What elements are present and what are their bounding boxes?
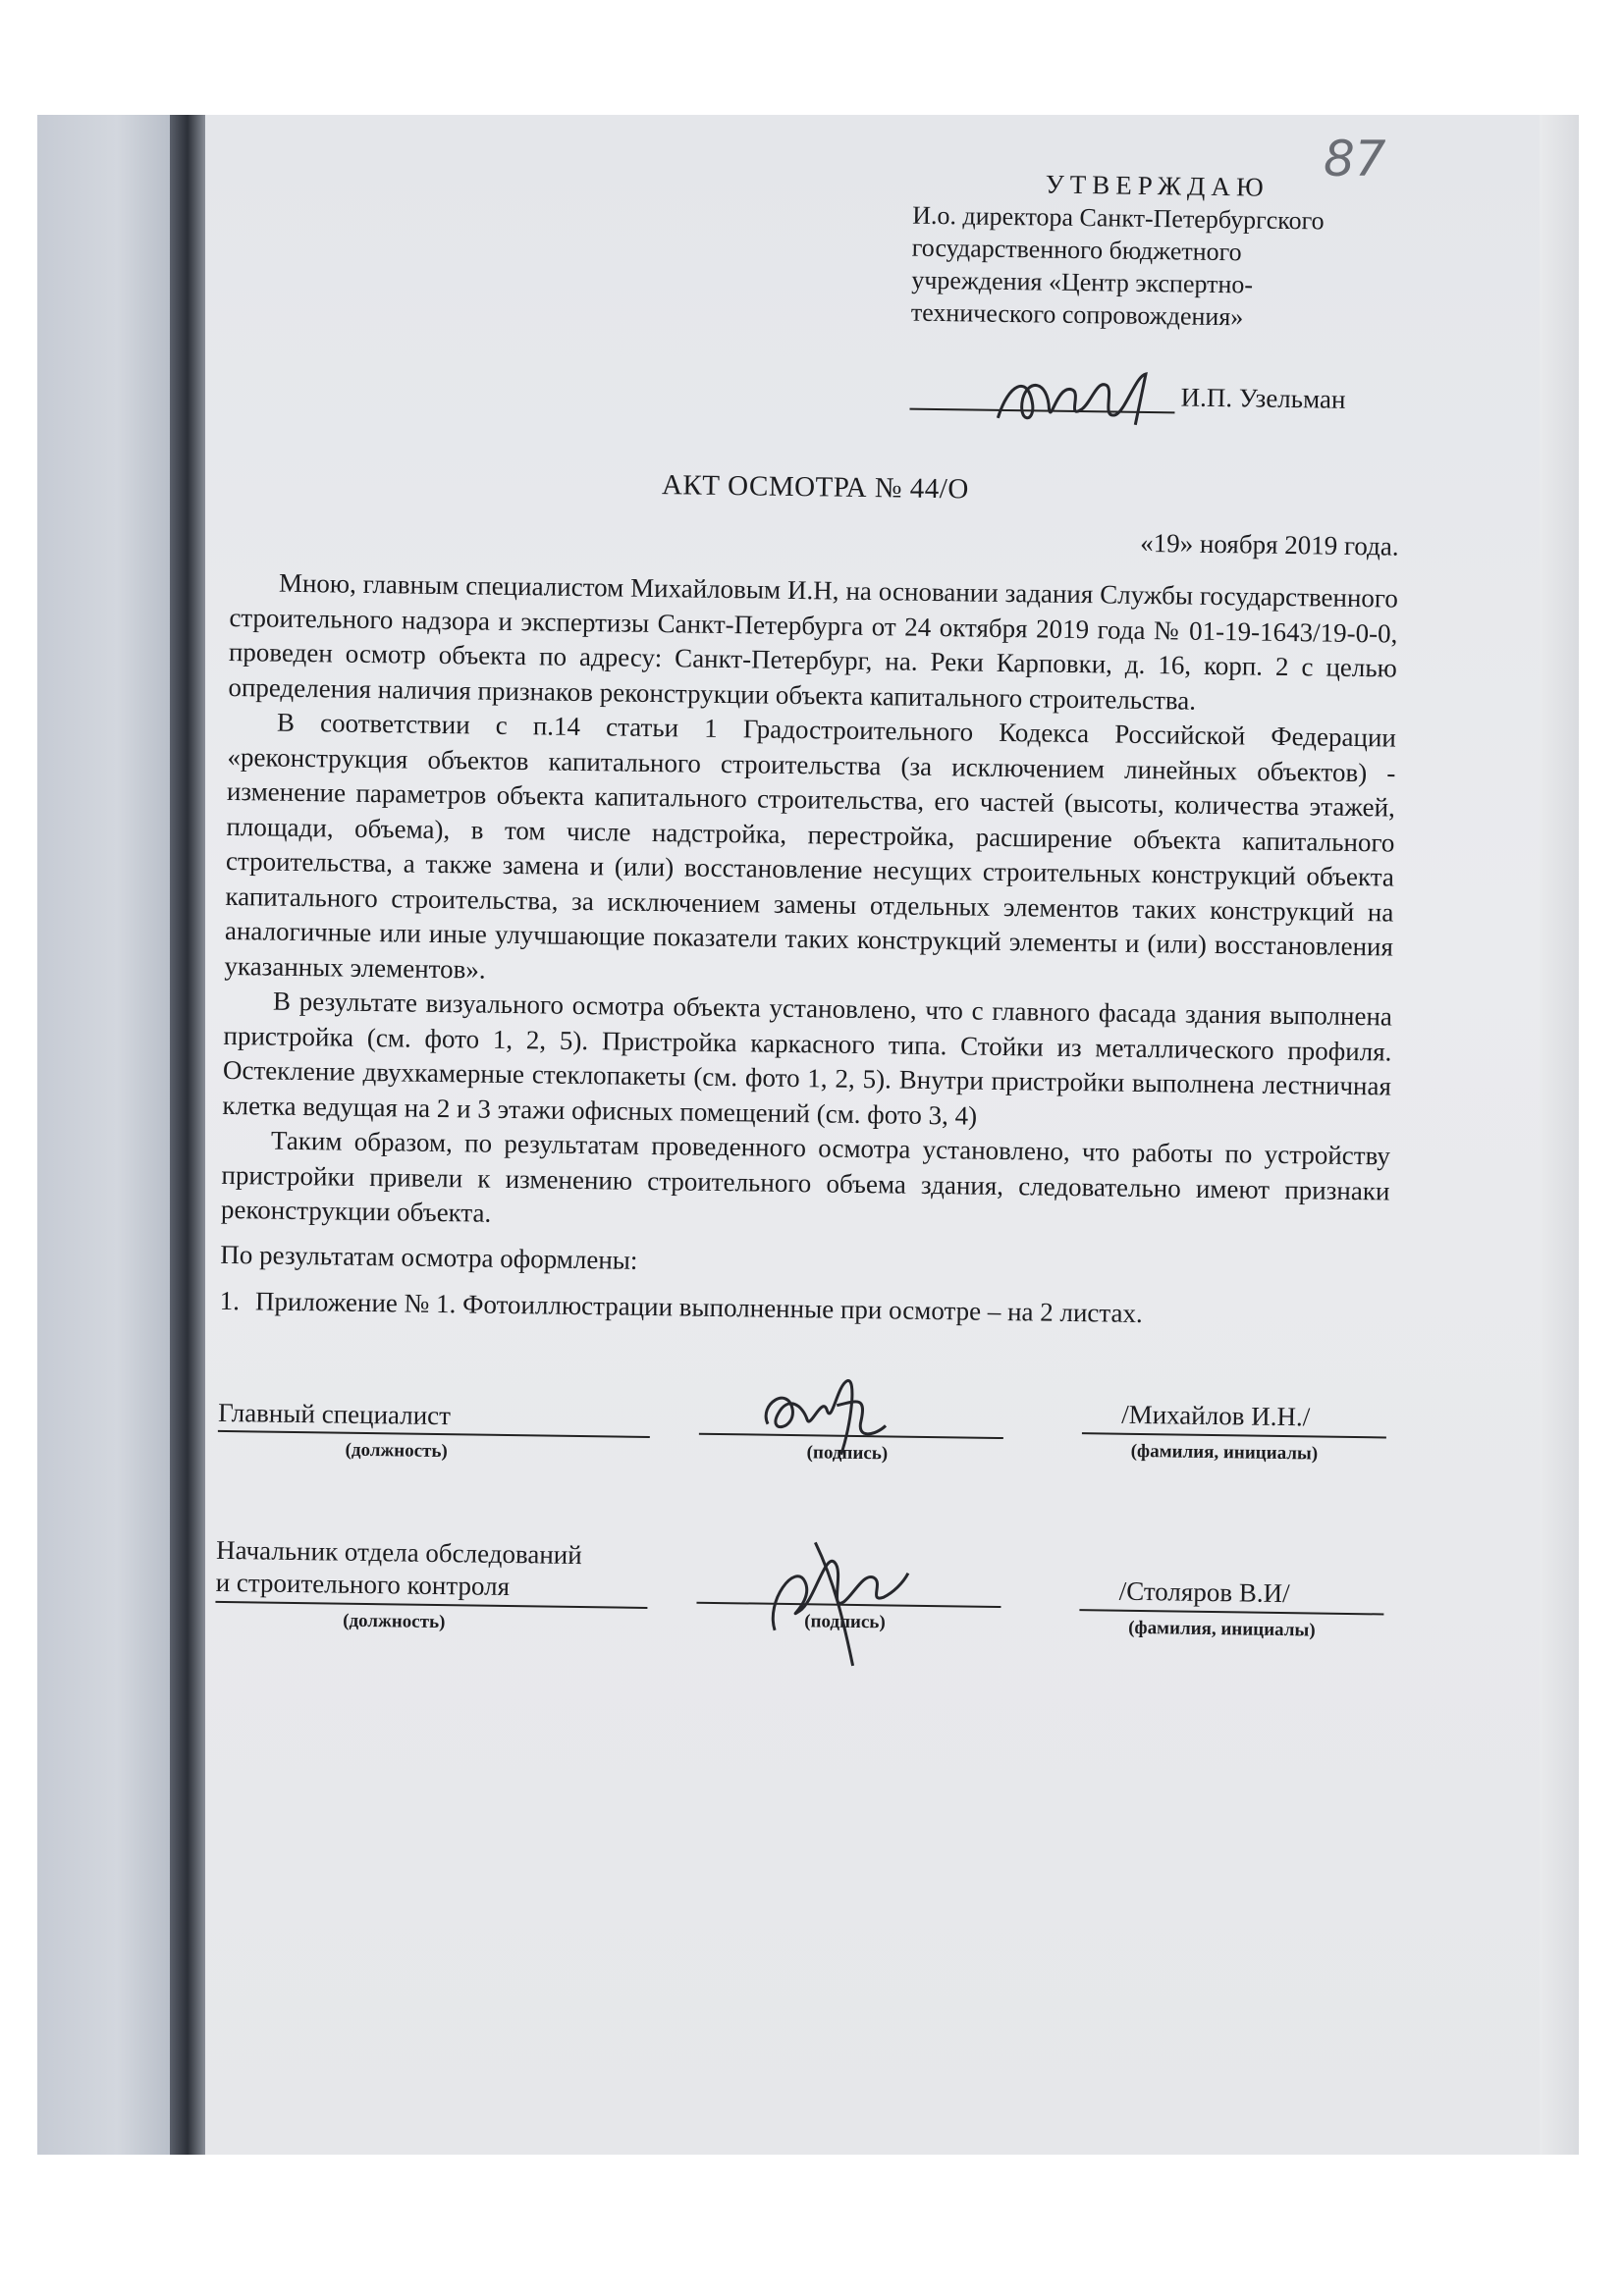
act-title: АКТ ОСМОТРА № 44/О (661, 469, 970, 506)
name-underline (1079, 1609, 1383, 1615)
approval-line: И.о. директора Санкт-Петербургского (912, 200, 1325, 236)
position-title-cont: и строительного контроля (215, 1567, 511, 1602)
act-date: «19» ноября 2019 года. (1140, 527, 1399, 561)
handwritten-page-number: 87 (1324, 131, 1386, 187)
position-title: Начальник отдела обследований (215, 1534, 582, 1571)
paragraph-conclusion: Таким образом, по результатам проведенного осмотра установлено, что работы по устройству пристройки привели к изменению строительного объема здания, следовательно имеют признаки реконструкции объекта. (220, 1125, 1391, 1228)
signature-caption: (подпись) (806, 1442, 889, 1465)
signer-name: /Михайлов И.Н./ (1120, 1399, 1311, 1432)
document-content (214, 157, 1404, 1697)
position-caption: (должность) (343, 1610, 446, 1633)
attachment-text: Приложение № 1. Фотоиллюстрации выполненные при осмотре – на 2 листах. (254, 1286, 1143, 1329)
approval-signature (988, 364, 1165, 436)
signature-row (217, 1387, 1387, 1465)
signature-caption: (подпись) (804, 1611, 886, 1633)
attachment-item (220, 1286, 1388, 1333)
signature-mikhailov (747, 1364, 916, 1474)
position-caption: (должность) (345, 1439, 448, 1463)
binder-background (37, 115, 170, 2155)
approval-line: учреждения «Центр экспертно- (911, 265, 1254, 299)
paragraph-task: Мною, главным специалистом Михайловым И.Н, на основании задания Службы государственного строительного надзора и экспертизы Санкт-Петербурга от 24 октября 2019 года № 01-19-1643/19-0-0, проведен осмотр объекта по адресу: Санкт-Петербург, на. Реки Карповки, д. 16, корп. 2 с целью определения наличия признаков реконструкции объекта капитального строительства. (228, 567, 1399, 716)
signature-stolyarov (745, 1522, 924, 1671)
binder-spine-shadow (170, 115, 205, 2155)
approval-signer: И.П. Узельман (1180, 382, 1346, 414)
name-caption: (фамилия, инициалы) (1128, 1617, 1316, 1641)
signatures-block (214, 1387, 1386, 1698)
name-underline (1082, 1432, 1386, 1438)
attachment-number: 1. (219, 1285, 241, 1316)
approval-line: технического сопровождения» (910, 297, 1244, 332)
approval-heading: УТВЕРЖДАЮ (1045, 169, 1270, 202)
results-heading: По результатам осмотра оформлены: (220, 1239, 638, 1275)
approval-line: государственного бюджетного (911, 233, 1242, 267)
name-caption: (фамилия, инициалы) (1130, 1440, 1319, 1465)
paragraph-findings: В результате визуального осмотра объекта установлено, что с главного фасада здания выполнена пристройка (см. фото 1, 2, 5). Пристройка каркасного типа. Стойки из металлического профиля. Остекление двухкамерные стеклопакеты (см. фото 1, 2, 5). Внутри пристройки выполнена лестничная клетка ведущая на 2 и 3 этажи офисных помещений (см. фото 3, 4) (222, 986, 1393, 1131)
signer-name: /Столяров В.И/ (1118, 1575, 1290, 1609)
page-edge (1540, 115, 1579, 2155)
position-title: Главный специалист (217, 1397, 452, 1431)
signature-row (215, 1534, 1384, 1641)
paragraph-law: В соответствии с п.14 статьи 1 Градостроительного Кодекса Российской Федерации «реконструкция объектов капитального строительства (за исключением линейных объектов) - изменение параметров объекта капитального строительства, его частей (высоты, количества этажей, площади, объема), в том числе надстройка, перестройка, расширение объекта капитального строительства, а также замена и (или) восстановление несущих строительных конструкций объекта капитального строительства, за исключением замены отдельных элементов таких конструкций на аналогичные или иные улучшающие показатели таких конструкций элементы и (или) восстановления указанных элементов». (224, 707, 1397, 985)
